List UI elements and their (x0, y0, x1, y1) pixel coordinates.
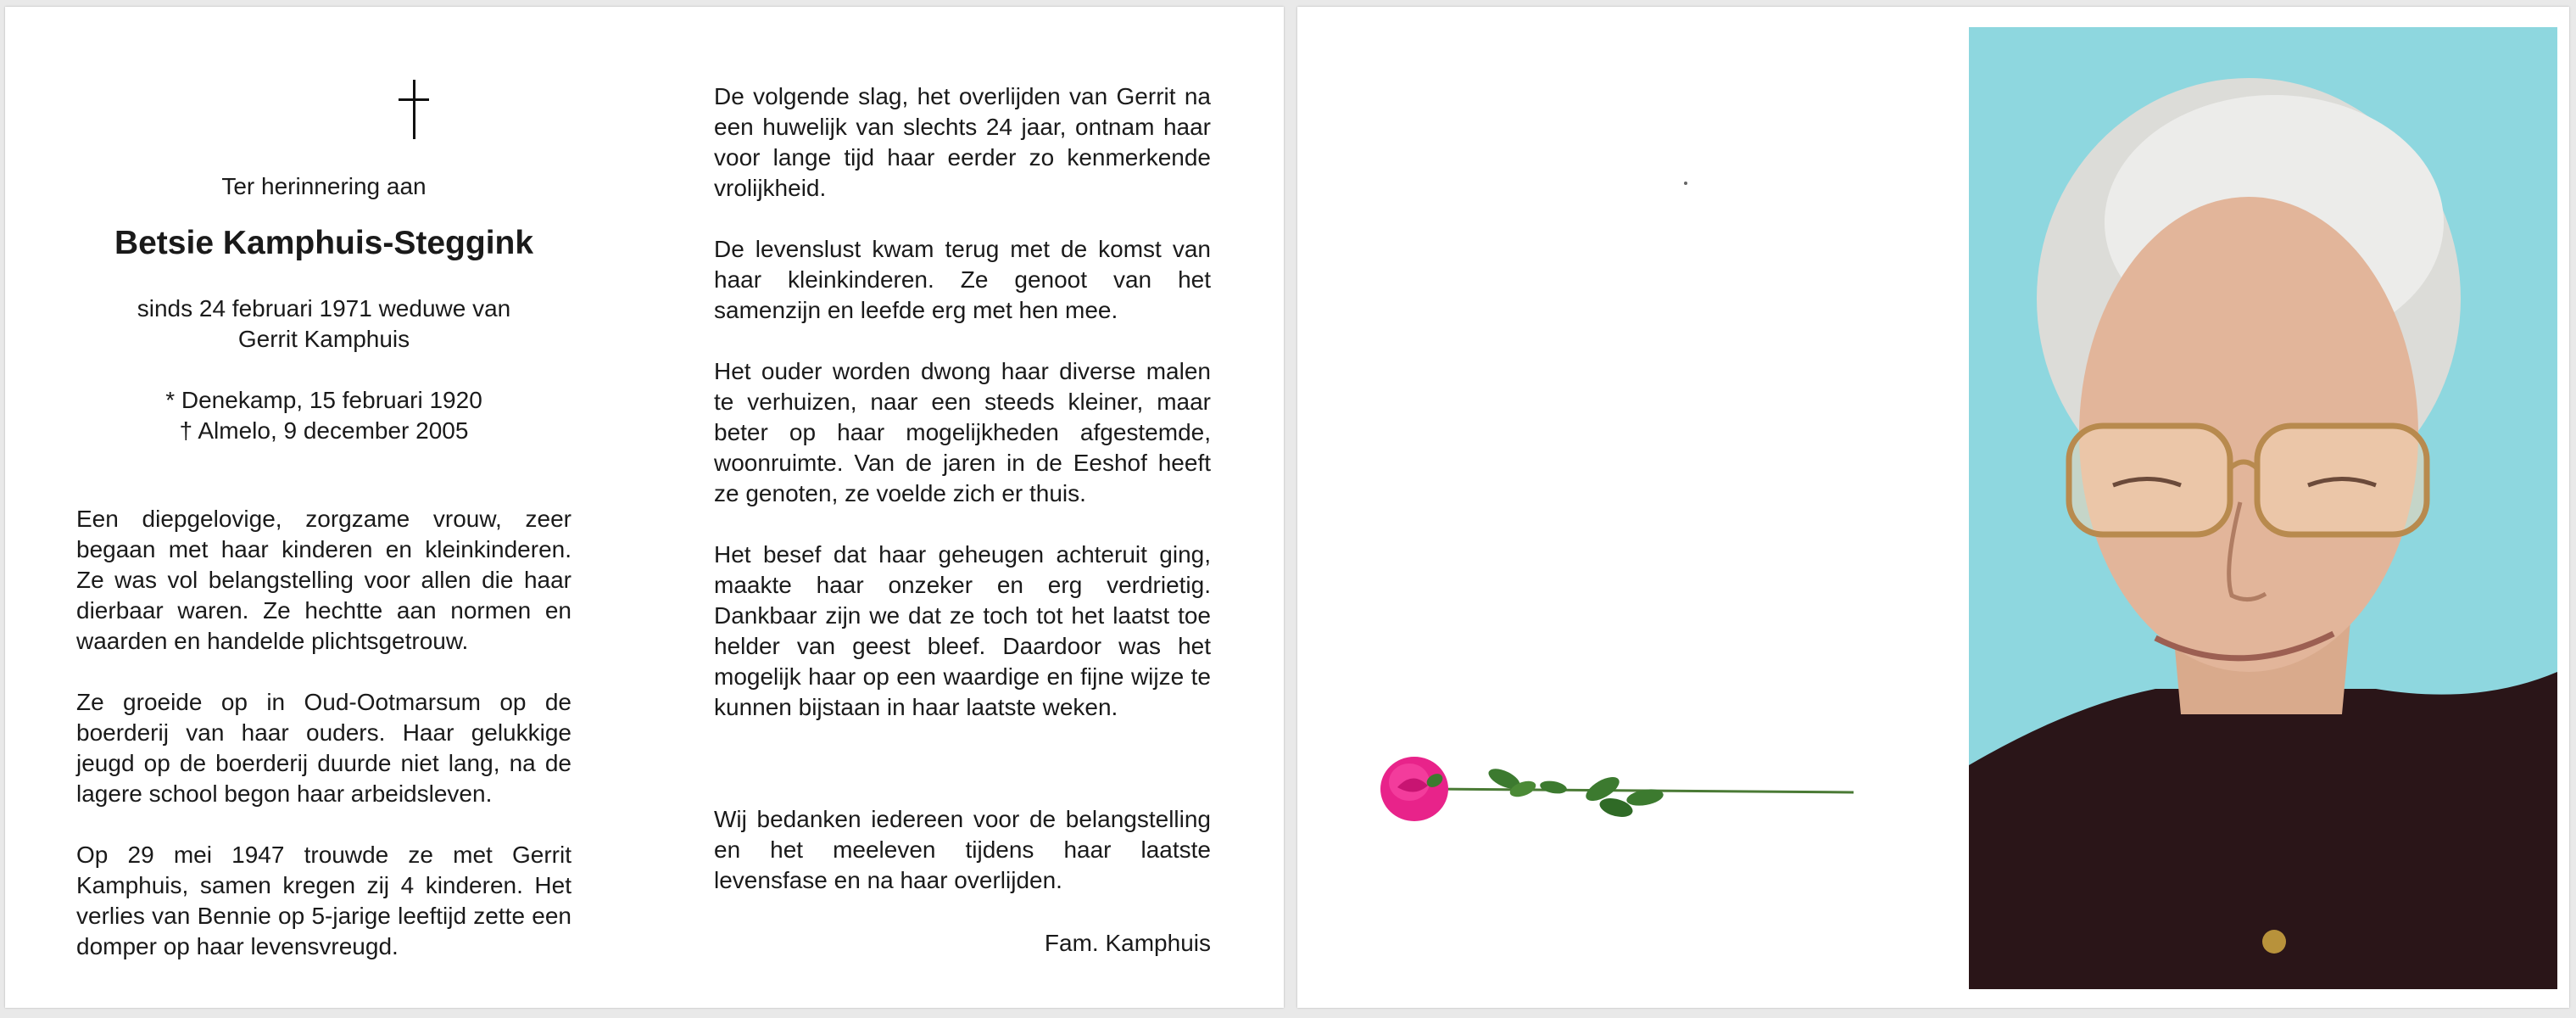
paragraph: De levenslust kwam terug met de komst van haar kleinkinderen. Ze genoot van het samenzijn en leefde erg met hen mee. (714, 236, 1211, 323)
paragraph: Het ouder worden dwong haar diverse malen te verhuizen, naar een steeds kleiner, maar beter op haar mogelijkheden afgestemde, woonruimte. Van de jaren in de Eeshof heeft ze genoten, ze voelde zich er thuis. (714, 358, 1211, 506)
memorial-card-cover (1297, 7, 2569, 1008)
deceased-name: Betsie Kamphuis-Steggink (114, 225, 534, 261)
life-dates (76, 385, 572, 446)
thank-you-text: Wij bedanken iedereen voor de belangstelling en het meeleven tijdens haar laatste levensfase en na haar overlijden. (714, 806, 1211, 893)
speck (1684, 182, 1687, 185)
rose-illustration (1379, 736, 1887, 855)
biography-right (714, 81, 1211, 723)
death-date: † Almelo, 9 december 2005 (179, 417, 469, 444)
widow-line-1: sinds 24 februari 1971 weduwe van (137, 295, 511, 322)
biography-left (76, 504, 572, 962)
paragraph: Het besef dat haar geheugen achteruit ging, maakte haar onzeker en erg verdrietig. Dankbaar zijn we dat ze toch tot het laatst toe helder van geest bleef. Daardoor was het mogelijk haar op een waardige en fijne wijze te kunnen bijstaan in haar laatste weken. (714, 541, 1211, 720)
widow-line-2: Gerrit Kamphuis (237, 326, 410, 352)
paragraph: Op 29 mei 1947 trouwde ze met Gerrit Kamphuis, samen kregen zij 4 kinderen. Het verlies van Bennie op 5-jarige leeftijd zette een domper op haar levensvreugd. (76, 842, 572, 959)
paragraph: De volgende slag, het overlijden van Gerrit na een huwelijk van slechts 24 jaar, ontnam haar voor lange tijd haar eerder zo kenmerkende vrolijkheid. (714, 83, 1211, 201)
memorial-card-inside (5, 7, 1284, 1008)
family-signature: Fam. Kamphuis (1044, 930, 1211, 956)
portrait-photo (1969, 27, 2557, 989)
rose-bloom-icon (1380, 757, 1448, 821)
leaf-icon (1486, 764, 1664, 819)
paragraph: Ze groeide op in Oud-Ootmarsum op de boerderij van haar ouders. Haar gelukkige jeugd op de boerderij duurde niet lang, na de lagere school begon haar arbeidsleven. (76, 689, 572, 807)
cross-icon (397, 80, 431, 139)
paragraph: Een diepgelovige, zorgzame vrouw, zeer begaan met haar kinderen en kleinkinderen. Ze was vol belangstelling voor allen die haar dierbaar waren. Ze hechtte aan normen en waarden en handelde plichtsgetrouw. (76, 506, 572, 654)
widow-line (76, 294, 572, 355)
birth-date: * Denekamp, 15 februari 1920 (165, 387, 482, 413)
remembrance-heading: Ter herinnering aan (221, 173, 427, 199)
